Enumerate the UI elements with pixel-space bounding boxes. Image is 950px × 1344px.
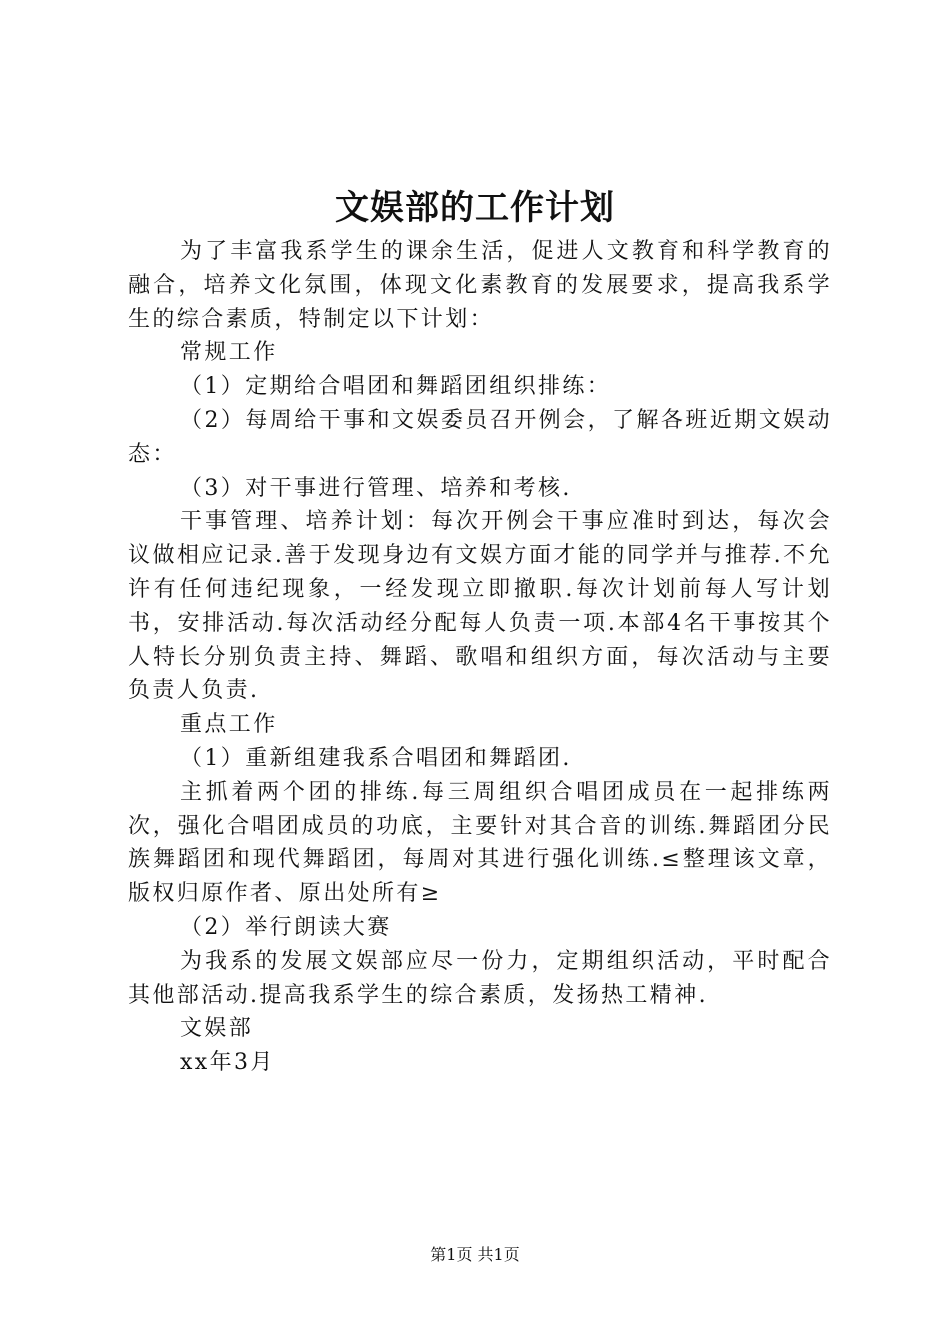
routine-item-1: （1）定期给合唱团和舞蹈团组织排练： bbox=[180, 374, 612, 400]
routine-item-2: （2）每周给干事和文娱委员召开例会，了解各班近期文娱动态： bbox=[128, 407, 832, 467]
key-item-2: （2）举行朗读大赛 bbox=[180, 914, 392, 940]
routine-item-3: （3）对干事进行管理、培养和考核. bbox=[180, 475, 572, 501]
paragraph-closing: 为我系的发展文娱部应尽一份力，定期组织活动，平时配合其他部活动.提高我系学生的综合素质，发扬热工精神. bbox=[128, 948, 832, 1008]
document-title: 文娱部的工作计划 bbox=[335, 188, 615, 228]
signature-department: 文娱部 bbox=[180, 1016, 254, 1042]
signature-date: xx年3月 bbox=[180, 1050, 275, 1076]
page-footer: 第1页 共1页 bbox=[430, 1245, 520, 1264]
heading-routine-work: 常规工作 bbox=[180, 340, 278, 366]
paragraph-rehearsal: 主抓着两个团的排练.每三周组织合唱团成员在一起排练两次，强化合唱团成员的功底，主要针对其合音的训练.舞蹈团分民族舞蹈团和现代舞蹈团，每周对其进行强化训练.≤整理该文章，版权归原作者、原出处所有≥ bbox=[128, 779, 832, 907]
paragraph-intro: 为了丰富我系学生的课余生活，促进人文教育和科学教育的融合，培养文化氛围，体现文化素教育的发展要求，提高我系学生的综合素质，特制定以下计划： bbox=[128, 239, 832, 332]
document-body bbox=[128, 235, 832, 1080]
key-item-1: （1）重新组建我系合唱团和舞蹈团. bbox=[180, 745, 572, 771]
heading-key-work: 重点工作 bbox=[180, 712, 278, 738]
paragraph-staff-plan: 干事管理、培养计划：每次开例会干事应准时到达，每次会议做相应记录.善于发现身边有文娱方面才能的同学并与推荐.不允许有任何违纪现象，一经发现立即撤职.每次计划前每人写计划书，安排活动.每次活动经分配每人负责一项.本部4名干事按其个人特长分别负责主持、舞蹈、歌唱和组织方面，每次活动与主要负责人负责. bbox=[128, 509, 832, 704]
